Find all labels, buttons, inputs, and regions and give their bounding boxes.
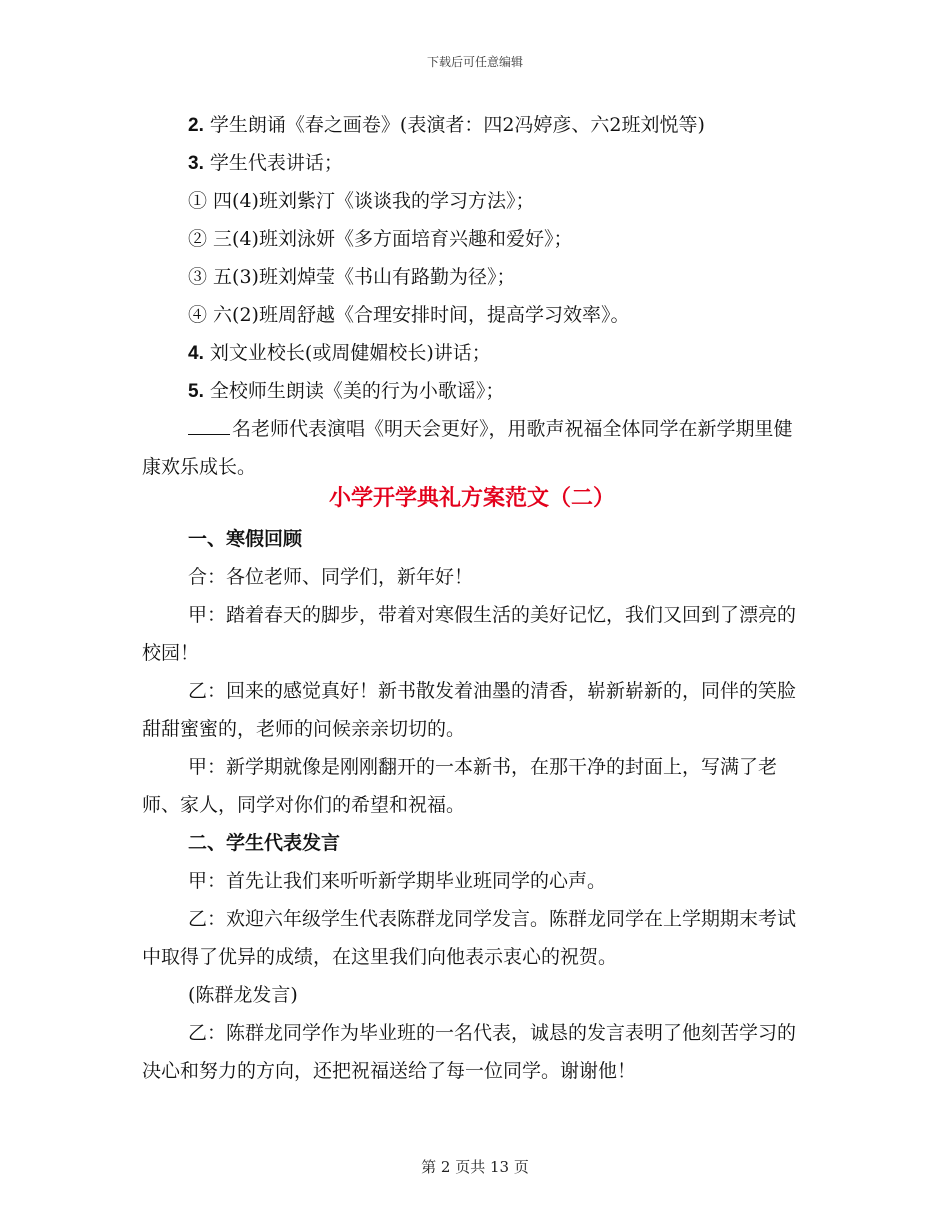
dialogue-line: 甲：新学期就像是刚刚翻开的一本新书，在那干净的封面上，写满了老师、家人，同学对你们的希望和祝福。 bbox=[142, 756, 778, 816]
speaker-item: ① 四(4)班刘紫汀《谈谈我的学习方法》； bbox=[188, 190, 535, 212]
section-title: 小学开学典礼方案范文（二） bbox=[328, 485, 615, 511]
item-number: 3. bbox=[188, 153, 204, 174]
fill-blank bbox=[188, 420, 230, 435]
speaker-item: ④ 六(2)班周舒越《合理安排时间，提高学习效率》。 bbox=[188, 304, 630, 326]
item-text: 学生朗诵《春之画卷》(表演者：四2冯婷彦、六2班刘悦等) bbox=[209, 114, 705, 136]
header-note: 下载后可任意编辑 bbox=[426, 55, 523, 69]
program-item-2 bbox=[142, 106, 802, 145]
dialogue-line: 乙：陈群龙同学作为毕业班的一名代表，诚恳的发言表明了他刻苦学习的决心和努力的方向，还把祝福送给了每一位同学。谢谢他！ bbox=[142, 1022, 797, 1082]
closing-text: 名老师代表演唱《明天会更好》，用歌声祝福全体同学在新学期里健康欢乐成长。 bbox=[142, 418, 793, 478]
part2-heading: 二、学生代表发言 bbox=[188, 832, 341, 854]
part1-heading: 一、寒假回顾 bbox=[188, 528, 303, 550]
item-text: 全校师生朗读《美的行为小歌谣》； bbox=[209, 380, 505, 402]
item-number: 2. bbox=[188, 115, 204, 136]
program-item-5 bbox=[142, 372, 802, 411]
speaker-item: ③ 五(3)班刘焯莹《书山有路勤为径》； bbox=[188, 266, 516, 288]
dialogue-line: 合：各位老师、同学们，新年好！ bbox=[188, 566, 474, 588]
speaker-item: ② 三(4)班刘泳妍《多方面培育兴趣和爱好》； bbox=[188, 228, 573, 250]
item-text: 刘文业校长(或周健媚校长)讲话； bbox=[209, 342, 491, 364]
dialogue-line: (陈群龙发言) bbox=[188, 984, 298, 1006]
item-text: 学生代表讲话； bbox=[209, 152, 343, 174]
item-number: 5. bbox=[188, 381, 204, 402]
program-item-3 bbox=[142, 144, 802, 183]
page-number: 第 2 页共 13 页 bbox=[421, 1158, 529, 1176]
item-number: 4. bbox=[188, 343, 204, 364]
dialogue-line: 乙：欢迎六年级学生代表陈群龙同学发言。陈群龙同学在上学期期末考试中取得了优异的成绩，在这里我们向他表示衷心的祝贺。 bbox=[142, 908, 797, 968]
program-closing bbox=[142, 410, 802, 486]
program-item-4 bbox=[142, 334, 802, 373]
dialogue-line: 乙：回来的感觉真好！新书散发着油墨的清香，崭新崭新的，同伴的笑脸甜甜蜜蜜的，老师的问候亲亲切切的。 bbox=[142, 680, 797, 740]
dialogue-line: 甲：首先让我们来听听新学期毕业班同学的心声。 bbox=[188, 870, 607, 892]
dialogue-line: 甲：踏着春天的脚步，带着对寒假生活的美好记忆，我们又回到了漂亮的校园！ bbox=[142, 604, 797, 664]
